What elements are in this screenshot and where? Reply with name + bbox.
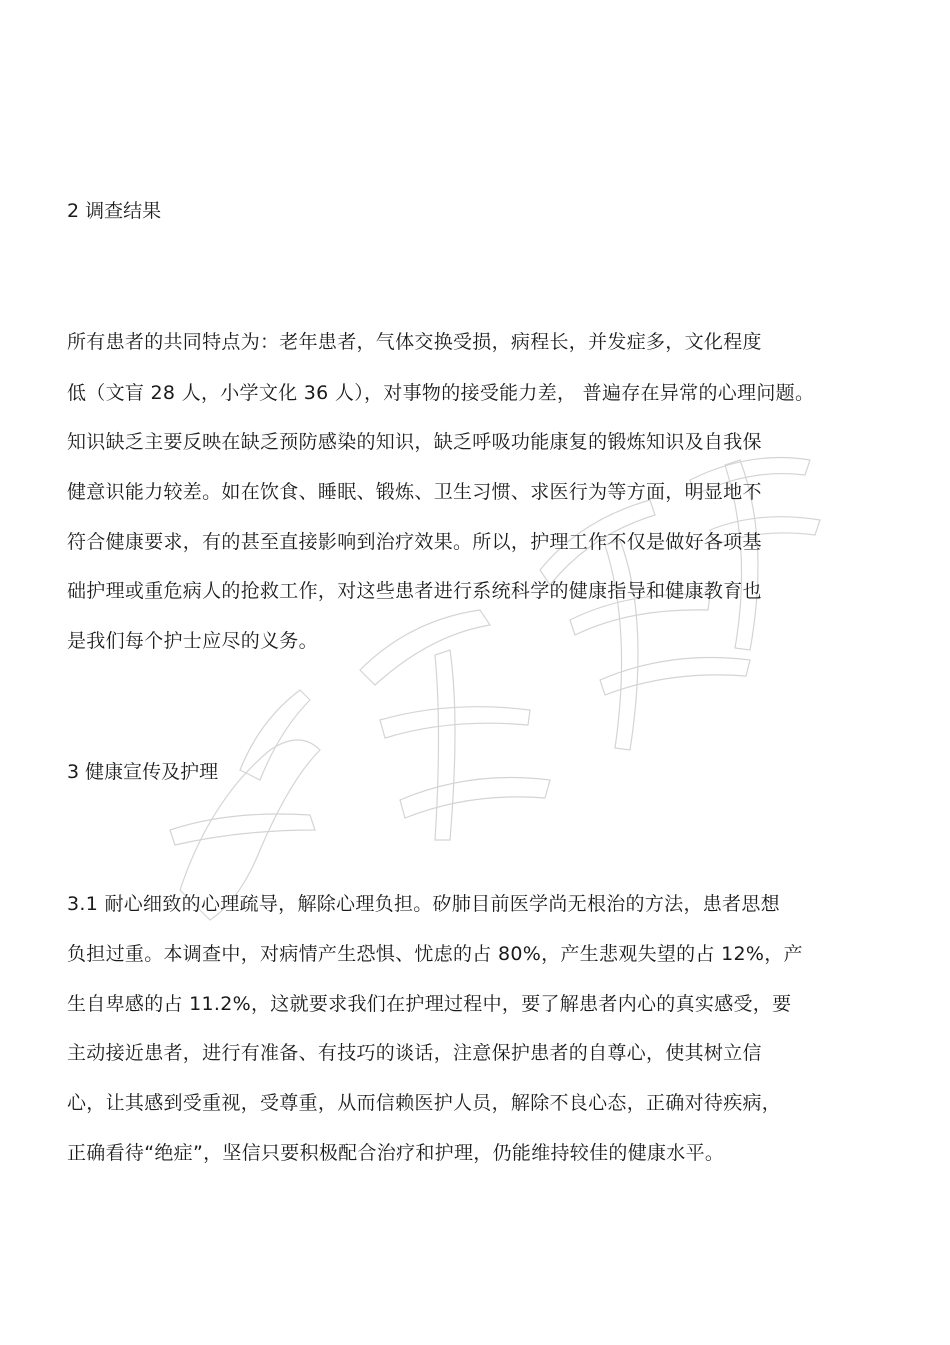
paragraph-line: 3.1 耐心细致的心理疏导，解除心理负担。矽肺目前医学尚无根治的方法，患者思想 [67,893,780,915]
paragraph-line: 是我们每个护士应尽的义务。 [67,630,318,652]
paragraph-line: 符合健康要求，有的甚至直接影响到治疗效果。所以，护理工作不仅是做好各项基 [67,531,762,553]
section-heading-health-education: 3 健康宣传及护理 [67,761,219,783]
paragraph-line: 低（文盲 28 人，小学文化 36 人），对事物的接受能力差， 普遍存在异常的心理问题。 [67,382,815,404]
paragraph-line: 正确看待“绝症”，坚信只要积极配合治疗和护理，仍能维持较佳的健康水平。 [67,1142,725,1164]
paragraph-line: 负担过重。本调查中，对病情产生恐惧、忧虑的占 80%，产生悲观失望的占 12%，产 [67,943,803,965]
paragraph-line: 所有患者的共同特点为：老年患者，气体交换受损，病程长，并发症多，文化程度 [67,331,762,353]
paragraph-line: 健意识能力较差。如在饮食、睡眠、锻炼、卫生习惯、求医行为等方面，明显地不 [67,481,762,503]
paragraph-line: 础护理或重危病人的抢救工作，对这些患者进行系统科学的健康指导和健康教育也 [67,580,762,602]
section-heading-results: 2 调查结果 [67,200,162,222]
paragraph-line: 主动接近患者，进行有准备、有技巧的谈话，注意保护患者的自尊心，使其树立信 [67,1042,762,1064]
paragraph-line: 生自卑感的占 11.2%，这就要求我们在护理过程中，要了解患者内心的真实感受，要 [67,993,792,1015]
paragraph-line: 心，让其感到受重视，受尊重，从而信赖医护人员，解除不良心态，正确对待疾病， [67,1092,782,1114]
paragraph-line: 知识缺乏主要反映在缺乏预防感染的知识，缺乏呼吸功能康复的锻炼知识及自我保 [67,431,762,453]
